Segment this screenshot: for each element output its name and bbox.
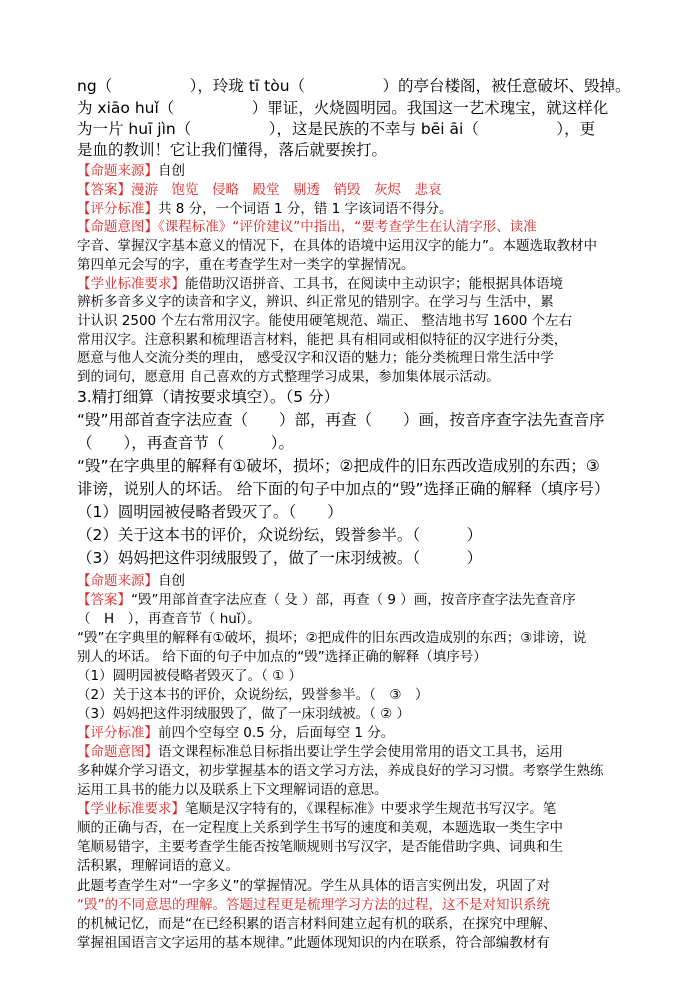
text-line: （2）关于这本书的评价，众说纷纭，毁誉参半。（ ） [77, 526, 483, 544]
text-line: 常用汉字。注意积累和梳理语言材料，能把 具有相同或相似特征的汉字进行分类， [77, 332, 568, 348]
text-line: “毁”在字典里的解释有①破坏，损坏；②把成件的旧东西改造成别的东西；③诽谤，说 [77, 630, 587, 646]
section-tag: 【评分标准】 [77, 725, 158, 741]
text-line: （1）圆明园被侵略者毁灭了。（ ① ） [77, 668, 303, 684]
section-tag: 【命题意图】 [77, 219, 158, 235]
text-line: 【学业标准要求】能借助汉语拼音、工具书，在阅读中主动识字；能根据具体语境 [77, 276, 563, 292]
text-line: 掌握祖国语言文字运用的基本规律。”此题体现知识的内在联系，符合部编教材有 [77, 935, 550, 951]
text-line: 的机械记忆，而是“在已经积累的语言材料间建立起有机的联系，在探究中理解、 [77, 916, 557, 932]
answer-line: 【答案】漫游 饱览 侵略 殿堂 剔透 销毁 灰烬 悲哀 [77, 182, 442, 198]
text-line: 此题考查学生对“一字多义”的掌握情况。学生从具体的语言实例出发，巩固了对 [77, 878, 550, 894]
text-line: （3）妈妈把这件羽绒服毁了，做了一床羽绒被。（ ② ） [77, 706, 411, 722]
text-line: 【评分标准】共 8 分，一个词语 1 分，错 1 字该词语不得分。 [77, 201, 453, 217]
question-title: 3.精打细算（请按要求填空）。（5 分） [77, 388, 340, 406]
text-line: 计认识 2500 个左右常用汉字。能使用硬笔规范、端正、 整洁地书写 1600 个左右 [77, 313, 573, 329]
text-line: 辨析多音多义字的读音和字义，辨识、纠正常见的错别字。在学习与 生活中，累 [77, 294, 554, 310]
text-line: “毁”在字典里的解释有①破坏，损坏；②把成件的旧东西改造成别的东西；③ [77, 457, 600, 475]
text-line: ng（ ），玲珑 tī tòu（ ）的亭台楼阁，被任意破坏、毁掉。 [77, 77, 631, 95]
text-line: 别人的坏话。 给下面的句子中加点的“毁”选择正确的解释（填序号） [77, 649, 487, 665]
text-line: 第四单元会写的字，重在考查学生对一类字的掌握情况。 [77, 257, 415, 273]
text-line: （ ），再查音节（ ）。 [77, 434, 295, 452]
text-line: “毁”的不同意思的理解。答题过程更是梳理学习方法的过程，这不是对知识系统 [77, 897, 550, 913]
text-line: 【评分标准】前四个空每空 0.5 分，后面每空 1 分。 [77, 725, 395, 741]
text-line: 顺的正确与否，在一定程度上关系到学生书写的速度和美观，本题选取一类生字中 [77, 820, 563, 836]
text-line: （3）妈妈把这件羽绒服毁了，做了一床羽绒被。（ ） [77, 549, 483, 567]
section-tag: 【命题来源】 [77, 573, 158, 589]
text-line: （ H ），再查音节（ huǐ）。 [77, 611, 261, 627]
text-line: 【命题来源】自创 [77, 163, 185, 179]
text-line: 多种媒介学习语文，初步掌握基本的语文学习方法，养成良好的学习习惯。考察学生熟练 [77, 763, 604, 779]
text-line: 诽谤，说别人的坏话。 给下面的句子中加点的“毁”选择正确的解释（填序号） [77, 480, 610, 498]
text-line: （1）圆明园被侵略者毁灭了。（ ） [77, 503, 343, 521]
section-tag: 【学业标准要求】 [77, 276, 185, 292]
text-line: 【命题来源】自创 [77, 573, 185, 589]
section-tag: 【评分标准】 [77, 201, 158, 217]
text-line: 为一片 huī jìn（ ），这是民族的不幸与 bēi āi（ ），更 [77, 120, 596, 138]
text-line: 字音、掌握汉字基本意义的情况下，在具体的语境中运用汉字的能力”。本题选取教材中 [77, 238, 597, 254]
section-tag: 【答案】 [77, 182, 131, 198]
section-tag: 【学业标准要求】 [77, 801, 185, 817]
section-tag: 【命题来源】 [77, 163, 158, 179]
section-tag: 【答案】 [77, 592, 131, 608]
text-line: 【命题意图】语文课程标准总目标指出要让学生学会使用常用的语文工具书，运用 [77, 744, 563, 760]
text-line: 【学业标准要求】笔顺是汉字特有的，《课程标准》中要求学生规范书写汉字。笔 [77, 801, 557, 817]
text-line: 【命题意图】《课程标准》“评价建议”中指出，“要考查学生在认清字形、读准 [77, 219, 537, 235]
section-tag: 【命题意图】 [77, 744, 158, 760]
text-line: 愿意与他人交流分类的理由， 感受汉字和汉语的魅力；能分类梳理日常生活中学 [77, 350, 554, 366]
text-line: 是血的教训！它让我们懂得，落后就要挨打。 [77, 141, 388, 159]
text-line: 笔顺易错字，主要考查学生能否按笔顺规则书写汉字，是否能借助字典、词典和生 [77, 839, 563, 855]
text-line: 运用工具书的能力以及联系上下文理解词语的意思。 [77, 782, 388, 798]
text-line: 【答案】“毁”用部首查字法应查（ 殳 ）部，再查（ 9 ）画，按音序查字法先查音序 [77, 592, 576, 608]
text-line: 活积累，理解词语的意义。 [77, 858, 239, 874]
text-line: （2）关于这本书的评价，众说纷纭，毁誉参半。（ ③ ） [77, 687, 429, 703]
text-line: 到的词句，愿意用 自己喜欢的方式整理学习成果，参加集体展示活动。 [77, 369, 500, 385]
text-line: 为 xiāo huǐ（ ）罪证，火烧圆明园。我国这一艺术瑰宝，就这样化 [77, 99, 609, 117]
text-line: “毁”用部首查字法应查（ ）部，再查（ ）画，按音序查字法先查音序 [77, 411, 605, 429]
